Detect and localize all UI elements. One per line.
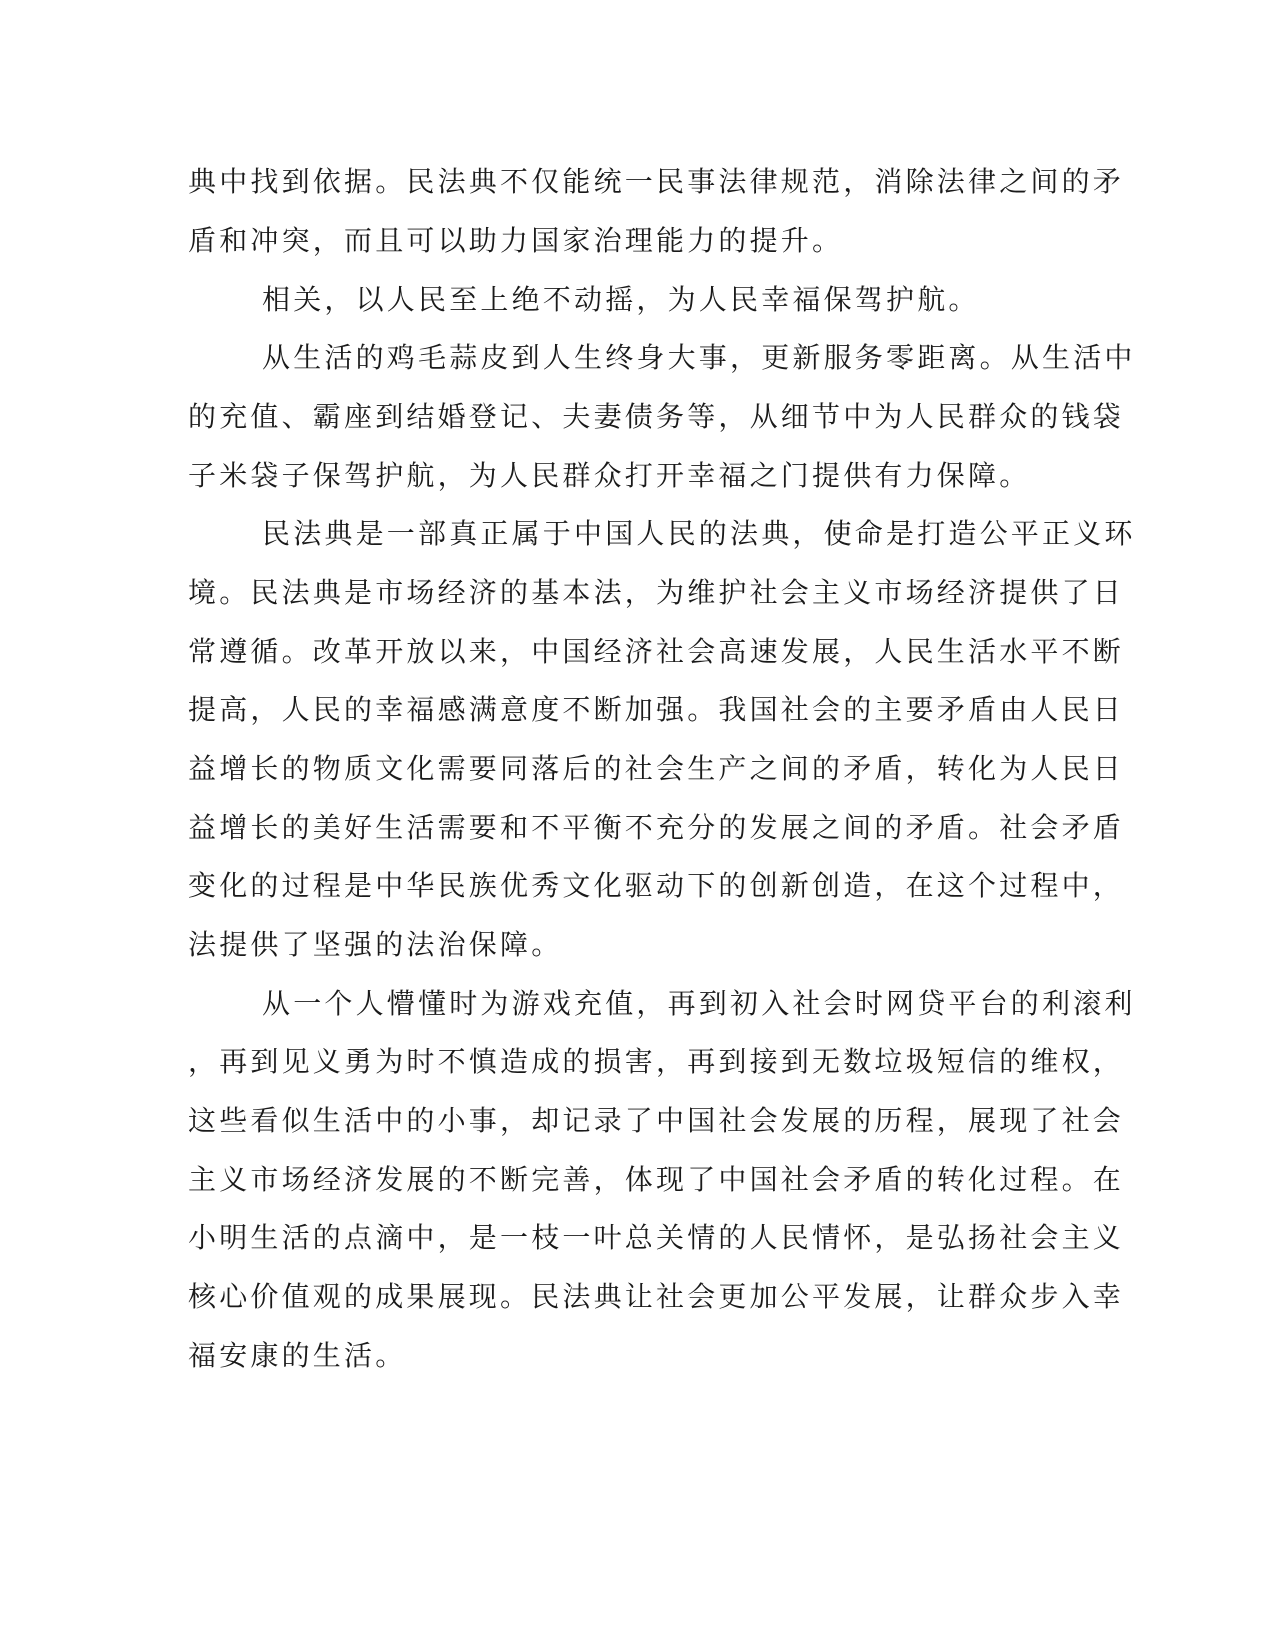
text-line: 法提供了坚强的法治保障。 — [188, 928, 563, 961]
text-line: 典中找到依据。民法典不仅能统一民事法律规范，消除法律之间的矛 — [188, 165, 1125, 198]
text-line: 常遵循。改革开放以来，中国经济社会高速发展，人民生活水平不断 — [188, 635, 1125, 668]
text-line: 变化的过程是中华民族优秀文化驱动下的创新创造，在这个过程中， — [188, 869, 1125, 902]
text-line: 小明生活的点滴中，是一枝一叶总关情的人民情怀，是弘扬社会主义 — [188, 1221, 1125, 1254]
text-line: 境。民法典是市场经济的基本法，为维护社会主义市场经济提供了日 — [188, 576, 1125, 609]
paragraph-start-line: 从一个人懵懂时为游戏充值，再到初入社会时网贷平台的利滚利 — [262, 987, 1136, 1020]
text-line: 福安康的生活。 — [188, 1339, 407, 1372]
paragraph-start-line: 民法典是一部真正属于中国人民的法典，使命是打造公平正义环 — [262, 517, 1136, 550]
paragraph-start-line: 从生活的鸡毛蒜皮到人生终身大事，更新服务零距离。从生活中 — [262, 341, 1136, 374]
text-line: 子米袋子保驾护航，为人民群众打开幸福之门提供有力保障。 — [188, 459, 1031, 492]
text-line: 益增长的物质文化需要同落后的社会生产之间的矛盾，转化为人民日 — [188, 752, 1125, 785]
text-line: 盾和冲突，而且可以助力国家治理能力的提升。 — [188, 224, 844, 257]
text-line: 的充值、霸座到结婚登记、夫妻债务等，从细节中为人民群众的钱袋 — [188, 400, 1125, 433]
paragraph-start-line: 相关，以人民至上绝不动摇，为人民幸福保驾护航。 — [262, 283, 980, 316]
text-line: 主义市场经济发展的不断完善，体现了中国社会矛盾的转化过程。在 — [188, 1163, 1125, 1196]
text-line: ，再到见义勇为时不慎造成的损害，再到接到无数垃圾短信的维权， — [188, 1045, 1125, 1078]
text-line: 核心价值观的成果展现。民法典让社会更加公平发展，让群众步入幸 — [188, 1280, 1125, 1313]
text-line: 益增长的美好生活需要和不平衡不充分的发展之间的矛盾。社会矛盾 — [188, 811, 1125, 844]
text-line: 这些看似生活中的小事，却记录了中国社会发展的历程，展现了社会 — [188, 1104, 1125, 1137]
text-line: 提高，人民的幸福感满意度不断加强。我国社会的主要矛盾由人民日 — [188, 693, 1125, 726]
